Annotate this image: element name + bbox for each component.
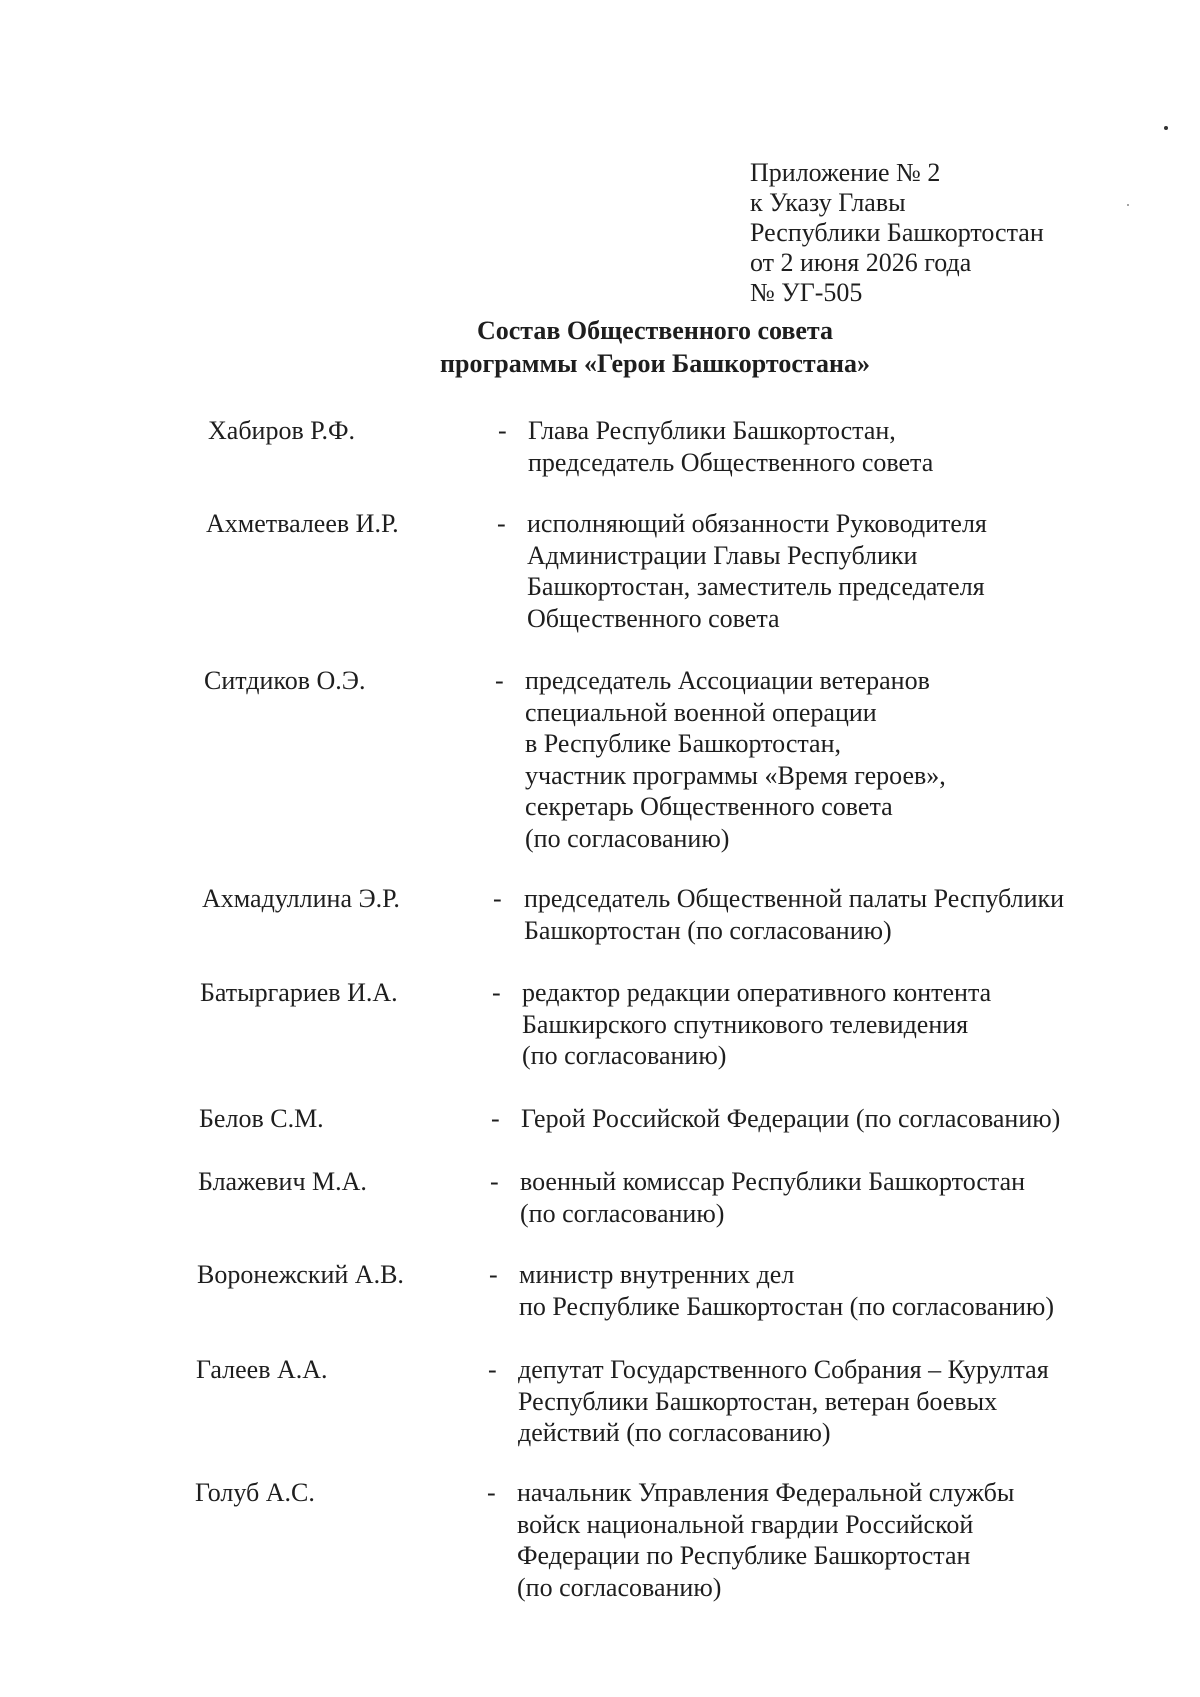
member-name: Хабиров Р.Ф. xyxy=(208,416,355,445)
member-role-line: Башкортостан (по согласованию) xyxy=(524,915,892,945)
appendix-decree-ref: к Указу Главы xyxy=(750,188,906,217)
member-role xyxy=(521,1103,1060,1135)
member-dash: - xyxy=(487,1478,496,1507)
member-role-line: Федерации по Республике Башкортостан xyxy=(517,1541,971,1570)
member-role xyxy=(518,1354,1049,1449)
member-role xyxy=(524,883,1064,946)
member-role-line: председатель Ассоциации ветеранов xyxy=(525,666,930,695)
member-role-line: (по согласованию) xyxy=(525,823,730,853)
member-name: Голуб А.С. xyxy=(195,1478,315,1507)
member-role-line: секретарь Общественного совета xyxy=(525,792,893,821)
member-role-line: Общественного совета xyxy=(527,603,780,633)
member-name: Галеев А.А. xyxy=(196,1355,328,1384)
appendix-republic: Республики Башкортостан xyxy=(750,218,1044,247)
member-role-line: Герой Российской Федерации (по согласованию) xyxy=(521,1104,1061,1133)
member-dash: - xyxy=(490,1167,499,1196)
member-role-line: Администрации Главы Республики xyxy=(527,540,918,570)
title-line-2: программы «Герои Башкортостана» xyxy=(440,349,870,378)
member-role xyxy=(525,665,946,854)
member-name: Батыргариев И.А. xyxy=(200,978,398,1007)
member-role xyxy=(522,977,991,1072)
member-name: Блажевич М.А. xyxy=(198,1167,367,1196)
member-role-line: в Республике Башкортостан, xyxy=(525,729,841,758)
member-role-line: (по согласованию) xyxy=(520,1198,725,1228)
member-dash: - xyxy=(489,1260,498,1289)
member-dash: - xyxy=(492,978,501,1007)
member-role-line: участник программы «Время героев», xyxy=(525,760,946,790)
member-name: Ахмадуллина Э.Р. xyxy=(202,884,400,913)
member-dash: - xyxy=(493,884,502,913)
member-role-line: по Республике Башкортостан (по согласованию) xyxy=(519,1291,1055,1321)
appendix-number: Приложение № 2 xyxy=(750,158,941,187)
member-name: Воронежский А.В. xyxy=(197,1260,404,1289)
member-dash: - xyxy=(495,666,504,695)
scan-speck xyxy=(1127,204,1129,206)
member-role-line: Глава Республики Башкортостан, xyxy=(528,416,896,445)
member-role-line: военный комиссар Республики Башкортостан xyxy=(520,1167,1026,1196)
member-role-line: Башкирского спутникового телевидения xyxy=(522,1009,969,1039)
title-line-1: Состав Общественного совета xyxy=(476,316,834,345)
member-role-line: депутат Государственного Собрания – Курултая xyxy=(518,1355,1049,1384)
member-dash: - xyxy=(491,1104,500,1133)
member-role xyxy=(519,1259,1054,1322)
member-dash: - xyxy=(498,416,507,445)
member-role-line: специальной военной операции xyxy=(525,697,877,727)
member-role-line: исполняющий обязанности Руководителя xyxy=(527,509,987,538)
member-role xyxy=(520,1166,1025,1229)
scan-speck xyxy=(1164,126,1168,130)
member-role-line: Башкортостан, заместитель председателя xyxy=(527,572,985,601)
member-name: Ахметвалеев И.Р. xyxy=(206,509,399,538)
document-title xyxy=(0,314,1200,380)
member-role-line: войск национальной гвардии Российской xyxy=(517,1509,974,1539)
member-role-line: министр внутренних дел xyxy=(519,1260,795,1289)
member-role-line: председатель Общественного совета xyxy=(528,447,934,477)
appendix-date: от 2 июня 2026 года xyxy=(750,248,972,277)
member-dash: - xyxy=(488,1355,497,1384)
member-role-line: редактор редакции оперативного контента xyxy=(522,978,992,1007)
member-role xyxy=(527,508,987,634)
member-name: Ситдиков О.Э. xyxy=(204,666,366,695)
appendix-decree-number: № УГ-505 xyxy=(750,278,863,307)
member-name: Белов С.М. xyxy=(199,1104,324,1133)
member-role-line: начальник Управления Федеральной службы xyxy=(517,1478,1015,1507)
member-role-line: Республики Башкортостан, ветеран боевых xyxy=(518,1386,998,1416)
member-role-line: (по согласованию) xyxy=(522,1041,727,1070)
member-role xyxy=(517,1477,1014,1603)
member-dash: - xyxy=(497,509,506,538)
appendix-header xyxy=(750,158,1044,308)
member-role-line: председатель Общественной палаты Республики xyxy=(524,884,1065,913)
member-role-line: действий (по согласованию) xyxy=(518,1418,831,1447)
member-role-line: (по согласованию) xyxy=(517,1572,722,1602)
member-role xyxy=(528,415,933,478)
